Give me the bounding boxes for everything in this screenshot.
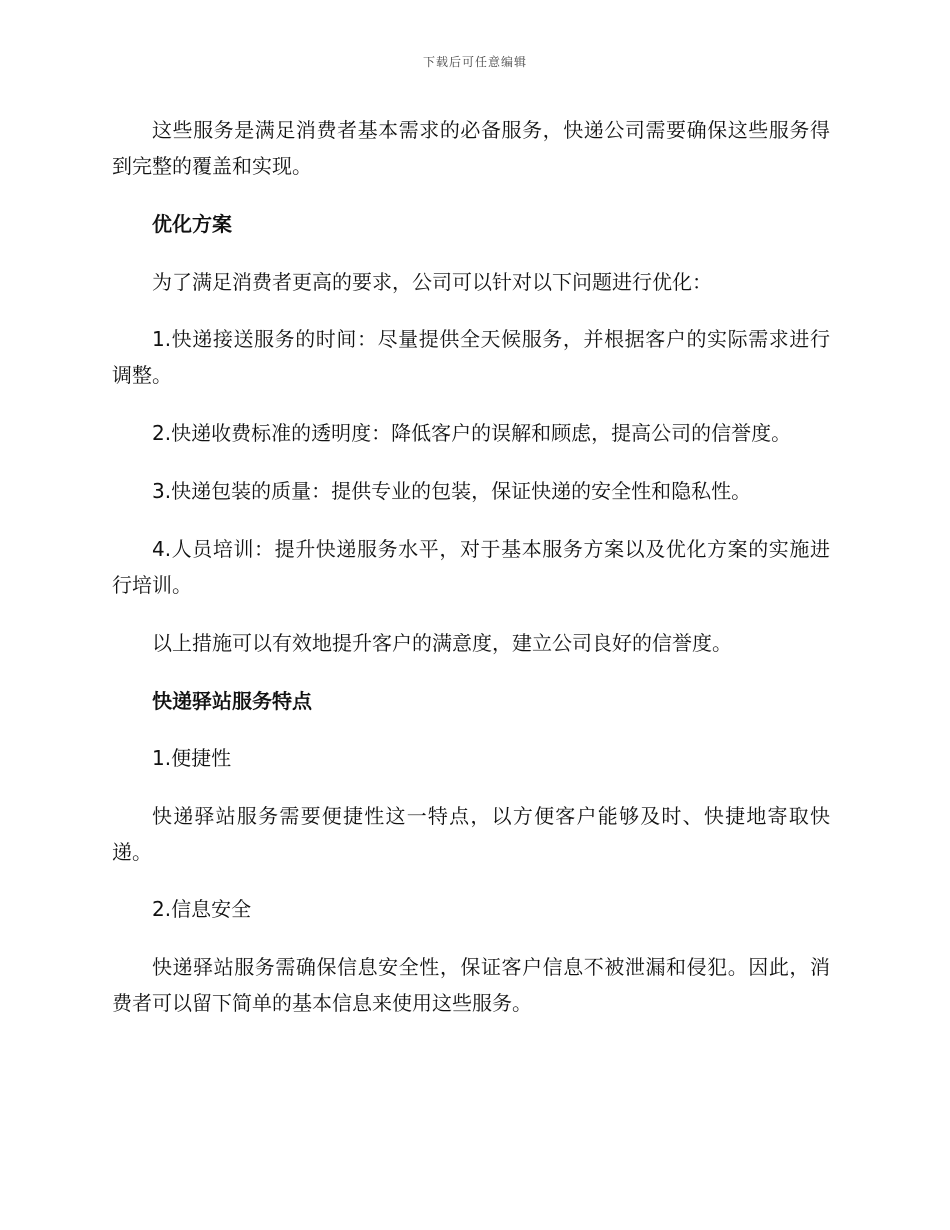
paragraph-service-coverage: 这些服务是满足消费者基本需求的必备服务，快递公司需要确保这些服务得到完整的覆盖和实现。 bbox=[112, 118, 830, 178]
document-body bbox=[112, 112, 830, 1021]
list-item-packaging-quality: 3.快递包装的质量：提供专业的包装，保证快递的安全性和隐私性。 bbox=[152, 479, 752, 503]
paragraph-convenience: 快递驿站服务需要便捷性这一特点，以方便客户能够及时、快捷地寄取快递。 bbox=[112, 804, 830, 864]
list-item-fee-transparency: 2.快递收费标准的透明度：降低客户的误解和顾虑，提高公司的信誉度。 bbox=[152, 421, 792, 445]
paragraph-information-security: 快递驿站服务需确保信息安全性，保证客户信息不被泄漏和侵犯。因此，消费者可以留下简单的基本信息来使用这些服务。 bbox=[112, 955, 830, 1015]
subheading-information-security: 2.信息安全 bbox=[152, 897, 252, 921]
subheading-convenience: 1.便捷性 bbox=[152, 746, 232, 770]
list-item-staff-training: 4.人员培训：提升快递服务水平，对于基本服务方案以及优化方案的实施进行培训。 bbox=[112, 537, 830, 597]
header-note: 下载后可任意编辑 bbox=[422, 55, 527, 69]
list-item-delivery-time: 1.快递接送服务的时间：尽量提供全天候服务，并根据客户的实际需求进行调整。 bbox=[112, 327, 830, 387]
heading-optimization-plan: 优化方案 bbox=[152, 212, 232, 236]
paragraph-measures-summary: 以上措施可以有效地提升客户的满意度，建立公司良好的信誉度。 bbox=[152, 631, 732, 655]
paragraph-optimization-intro: 为了满足消费者更高的要求，公司可以针对以下问题进行优化： bbox=[152, 270, 712, 294]
heading-station-features: 快递驿站服务特点 bbox=[152, 689, 312, 713]
